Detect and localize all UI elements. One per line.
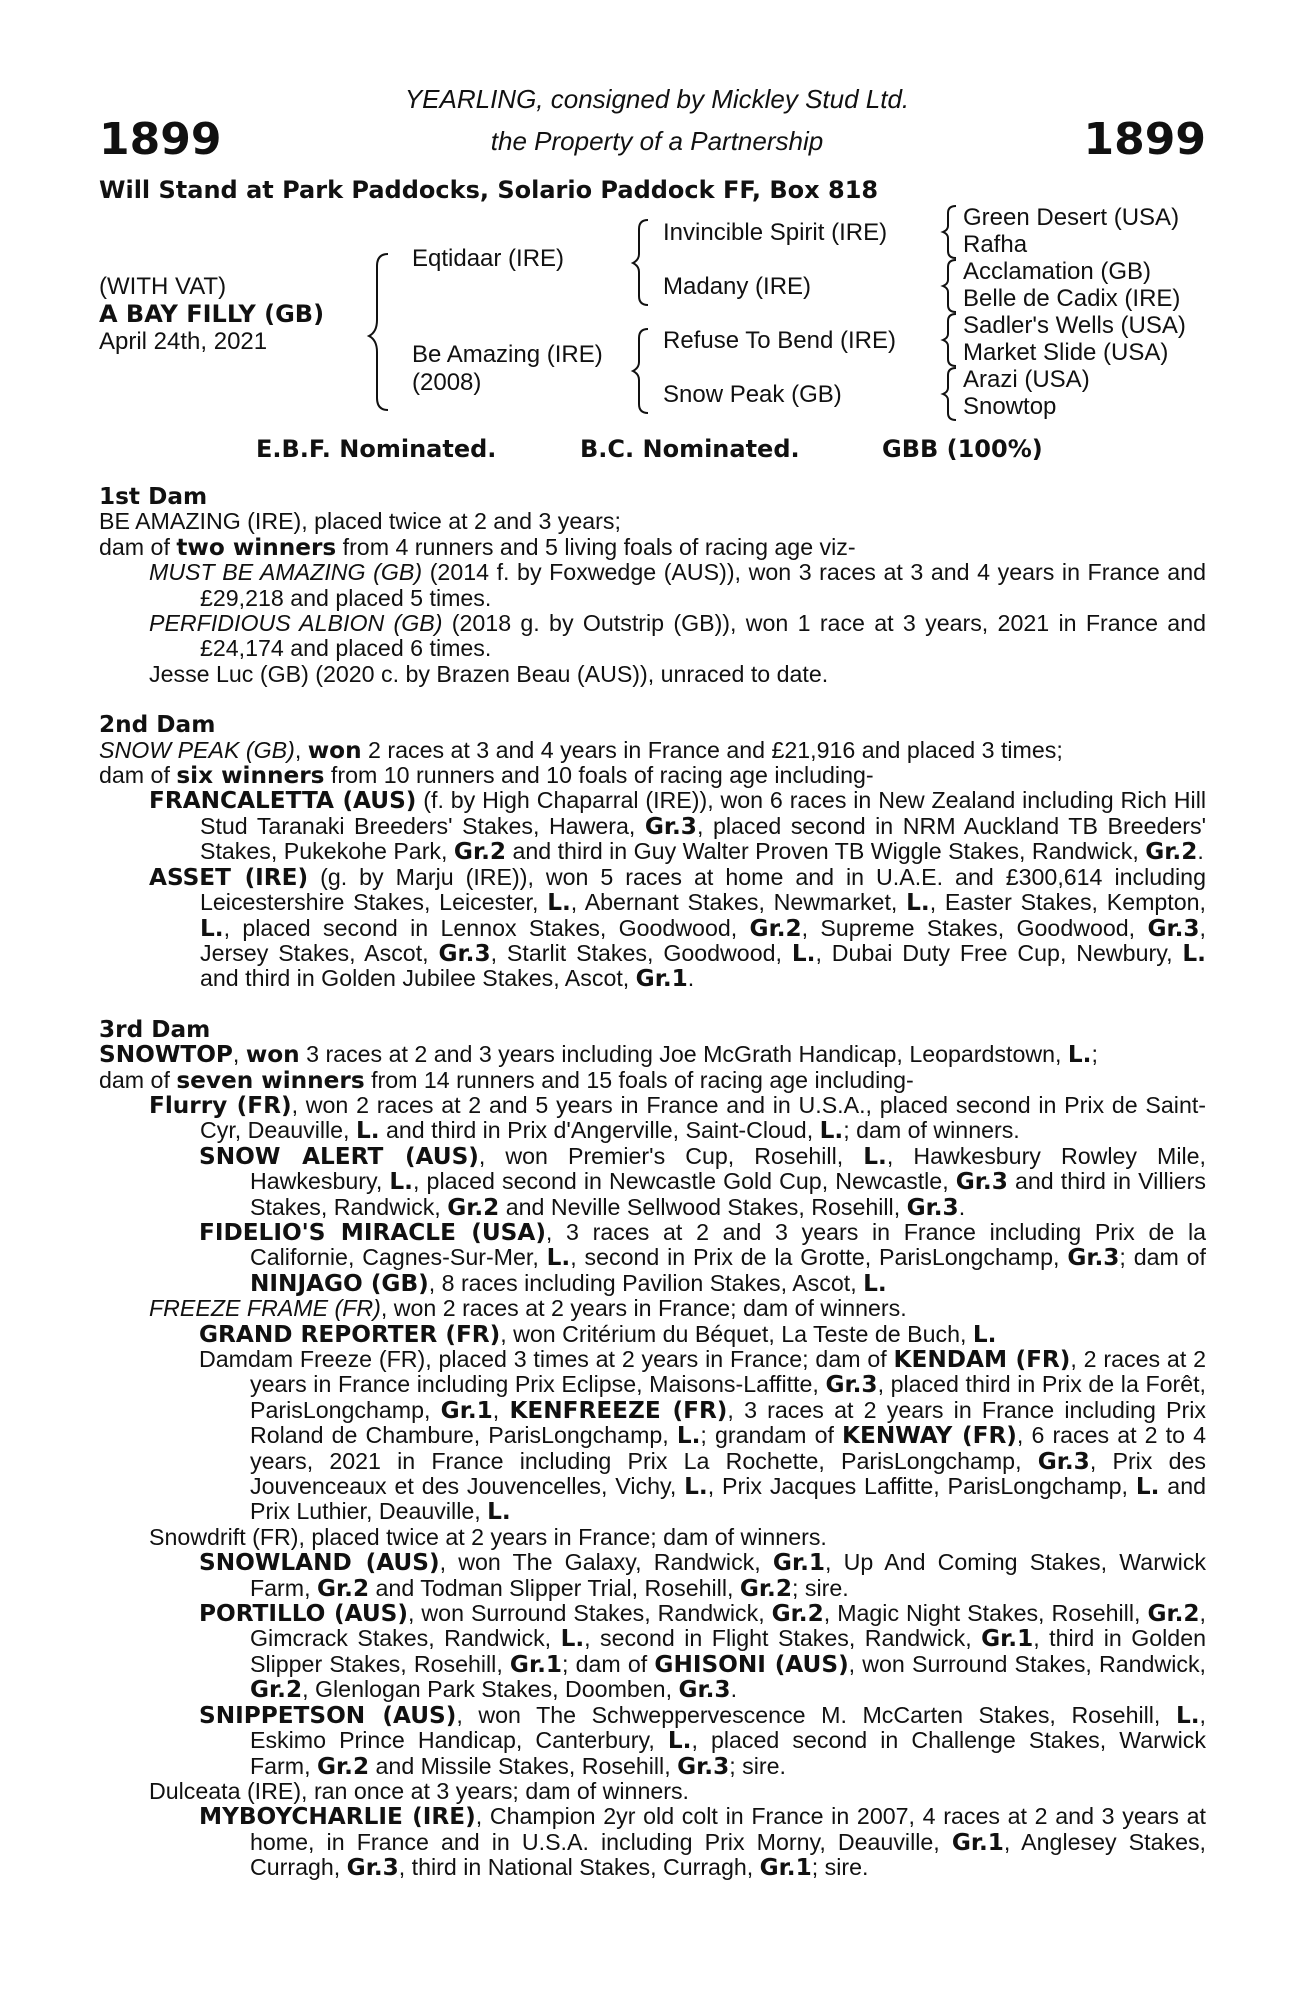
produce-entry: GRAND REPORTER (FR), won Critérium du Béquet, La Teste de Buch, L. (199, 1320, 997, 1348)
sire-sire-sire: Green Desert (USA) (963, 204, 1180, 231)
first-dam-summary: dam of two winners from 4 runners and 5 living foals of racing age viz- (99, 533, 856, 561)
third-dam-record: SNOWTOP, won 3 races at 2 and 3 years including Joe McGrath Handicap, Leopardstown, L.; (99, 1041, 1098, 1069)
first-dam-heading: 1st Dam (99, 483, 208, 510)
consignor-line: YEARLING, consigned by Mickley Stud Ltd. (404, 84, 910, 114)
bc-nomination: B.C. Nominated. (580, 435, 800, 463)
produce-entry: MYBOYCHARLIE (IRE), Champion 2yr old colt in France in 2007, 4 races at 2 and 3 years at home, in France and in U.S.A. including Prix Morny, Deauville, Gr.1, Anglesey Stakes, Curragh, Gr.3, third in National Stakes, Curragh, Gr.1; sire. (199, 1803, 1206, 1882)
produce-entry: Snowdrift (FR), placed twice at 2 years in France; dam of winners. (149, 1523, 827, 1550)
foaling-date: April 24th, 2021 (99, 328, 268, 355)
produce-entry: ASSET (IRE) (g. by Marju (IRE)), won 5 races at home and in U.A.E. and £300,614 including Leicestershire Stakes, Leicester, L., Abernant Stakes, Newmarket, L., Easter Stakes, Kempton, L., placed second in Lennox Stakes, Goodwood, Gr.2, Supreme Stakes, Goodwood, Gr.3, Jersey Stakes, Ascot, Gr.3, Starlit Stakes, Goodwood, L., Dubai Duty Free Cup, Newbury, L. and third in Golden Jubilee Stakes, Ascot, Gr.1. (149, 863, 1206, 993)
second-dam-record: SNOW PEAK (GB), won 2 races at 3 and 4 years in France and £21,916 and placed 3 times; (99, 736, 1063, 764)
third-dam-summary: dam of seven winners from 14 runners and 15 foals of racing age including- (99, 1066, 914, 1094)
dam-sire-dam: Market Slide (USA) (963, 339, 1169, 366)
produce-entry: MUST BE AMAZING (GB) (2014 f. by Foxwedge (AUS)), won 3 races at 3 and 4 years in France and £29,218 and placed 5 times. (149, 559, 1206, 611)
dam-dam-sire: Arazi (USA) (963, 366, 1090, 393)
third-dam-heading: 3rd Dam (99, 1015, 211, 1043)
produce-entry: FRANCALETTA (AUS) (f. by High Chaparral (IRE)), won 6 races in New Zealand including Rich Hill Stud Taranaki Breeders' Stakes, Hawera, Gr.3, placed second in NRM Auckland TB Breeders' Stakes, Pukekohe Park, Gr.2 and third in Guy Walter Proven TB Wiggle Stakes, Randwick, Gr.2. (149, 787, 1207, 866)
second-dam-heading: 2nd Dam (99, 711, 216, 739)
brace-ss (943, 206, 956, 258)
brace-sd (943, 260, 956, 312)
first-dam-record: BE AMAZING (IRE), placed twice at 2 and 3 years; (99, 508, 621, 535)
lot-number-left: 1899 (99, 114, 222, 165)
produce-record (99, 484, 1206, 1881)
brace-main (369, 254, 388, 410)
dam-name: Be Amazing (IRE) (412, 341, 603, 368)
sire-dam-sire: Acclamation (GB) (963, 258, 1152, 285)
sire-name: Eqtidaar (IRE) (412, 245, 565, 272)
produce-entry: Dulceata (IRE), ran once at 3 years; dam of winners. (149, 1777, 689, 1804)
sire-sire: Invincible Spirit (IRE) (663, 219, 888, 246)
produce-entry: FIDELIO'S MIRACLE (USA), 3 races at 2 and 3 years in France including Prix de la Californie, Cagnes-Sur-Mer, L., second in Prix de la Grotte, ParisLongchamp, Gr.3; dam of NINJAGO (GB), 8 races including Pavilion Stakes, Ascot, L. (199, 1218, 1206, 1297)
gbb-status: GBB (100%) (882, 435, 1043, 463)
produce-entry: SNOWLAND (AUS), won The Galaxy, Randwick, Gr.1, Up And Coming Stakes, Warwick Farm, Gr.2 and Todman Slipper Trial, Rosehill, Gr.2; sire. (199, 1549, 1207, 1602)
produce-entry: SNOW ALERT (AUS), won Premier's Cup, Rosehill, L., Hawkesbury Rowley Mile, Hawkesbury, L., placed second in Newcastle Gold Cup, Newcastle, Gr.3 and third in Villiers Stakes, Randwick, Gr.2 and Neville Sellwood Stakes, Rosehill, Gr.3. (199, 1142, 1206, 1221)
produce-entry: Flurry (FR), won 2 races at 2 and 5 years in France and in U.S.A., placed second in Prix de Saint-Cyr, Deauville, L. and third in Prix d'Angerville, Saint-Cloud, L.; dam of winners. (149, 1091, 1206, 1145)
sire-sire-dam: Rafha (963, 231, 1028, 258)
horse-name: A BAY FILLY (GB) (99, 300, 325, 328)
brace-dam (633, 329, 648, 413)
second-dam-summary: dam of six winners from 10 runners and 10 foals of racing age including- (99, 762, 874, 790)
sire-dam-dam: Belle de Cadix (IRE) (963, 285, 1181, 312)
brace-sire (633, 220, 648, 305)
produce-entry: SNIPPETSON (AUS), won The Schweppervescence M. McCarten Stakes, Rosehill, L., Eskimo Prince Handicap, Canterbury, L., placed second in Challenge Stakes, Warwick Farm, Gr.2 and Missile Stakes, Rosehill, Gr.3; sire. (199, 1701, 1206, 1780)
produce-entry: Jesse Luc (GB) (2020 c. by Brazen Beau (AUS)), unraced to date. (149, 660, 829, 687)
brace-dd (943, 368, 956, 420)
produce-entry: FREEZE FRAME (FR), won 2 races at 2 years in France; dam of winners. (149, 1295, 907, 1322)
produce-entry: PERFIDIOUS ALBION (GB) (2018 g. by Outstrip (GB)), won 1 race at 3 years, 2021 in France and £24,174 and placed 6 times. (149, 610, 1206, 662)
sire-dam: Madany (IRE) (663, 273, 812, 300)
produce-entry: PORTILLO (AUS), won Surround Stakes, Randwick, Gr.2, Magic Night Stakes, Rosehill, Gr.2, Gimcrack Stakes, Randwick, L., second in Flight Stakes, Randwick, Gr.1, third in Golden Slipper Stakes, Rosehill, Gr.1; dam of GHISONI (AUS), won Surround Stakes, Randwick, Gr.2, Glenlogan Park Stakes, Doomben, Gr.3. (199, 1600, 1206, 1704)
dam-sire: Refuse To Bend (IRE) (663, 327, 897, 354)
dam-dam-dam: Snowtop (963, 393, 1057, 420)
vat-label: (WITH VAT) (99, 273, 227, 300)
dam-sire-sire: Sadler's Wells (USA) (963, 312, 1186, 339)
stand-location: Will Stand at Park Paddocks, Solario Paddock FF, Box 818 (99, 176, 879, 204)
produce-entry: Damdam Freeze (FR), placed 3 times at 2 years in France; dam of KENDAM (FR), 2 races at 2 years in France including Prix Eclipse, Maisons-Laffitte, Gr.3, placed third in Prix de la Forêt, ParisLongchamp, Gr.1, KENFREEZE (FR), 3 races at 2 years in France including Prix Roland de Chambure, ParisLongchamp, L.; grandam of KENWAY (FR), 6 races at 2 to 4 years, 2021 in France including Prix La Rochette, ParisLongchamp, Gr.3, Prix des Jouvenceaux et des Jouvencelles, Vichy, L., Prix Jacques Laffitte, ParisLongchamp, L. and Prix Luthier, Deauville, L. (199, 1346, 1207, 1526)
brace-ds (943, 314, 956, 366)
ebf-nomination: E.B.F. Nominated. (256, 435, 497, 463)
dam-year: (2008) (412, 369, 482, 396)
property-line: the Property of a Partnership (490, 126, 824, 156)
lot-number-right: 1899 (1083, 114, 1206, 165)
dam-dam: Snow Peak (GB) (663, 381, 842, 408)
